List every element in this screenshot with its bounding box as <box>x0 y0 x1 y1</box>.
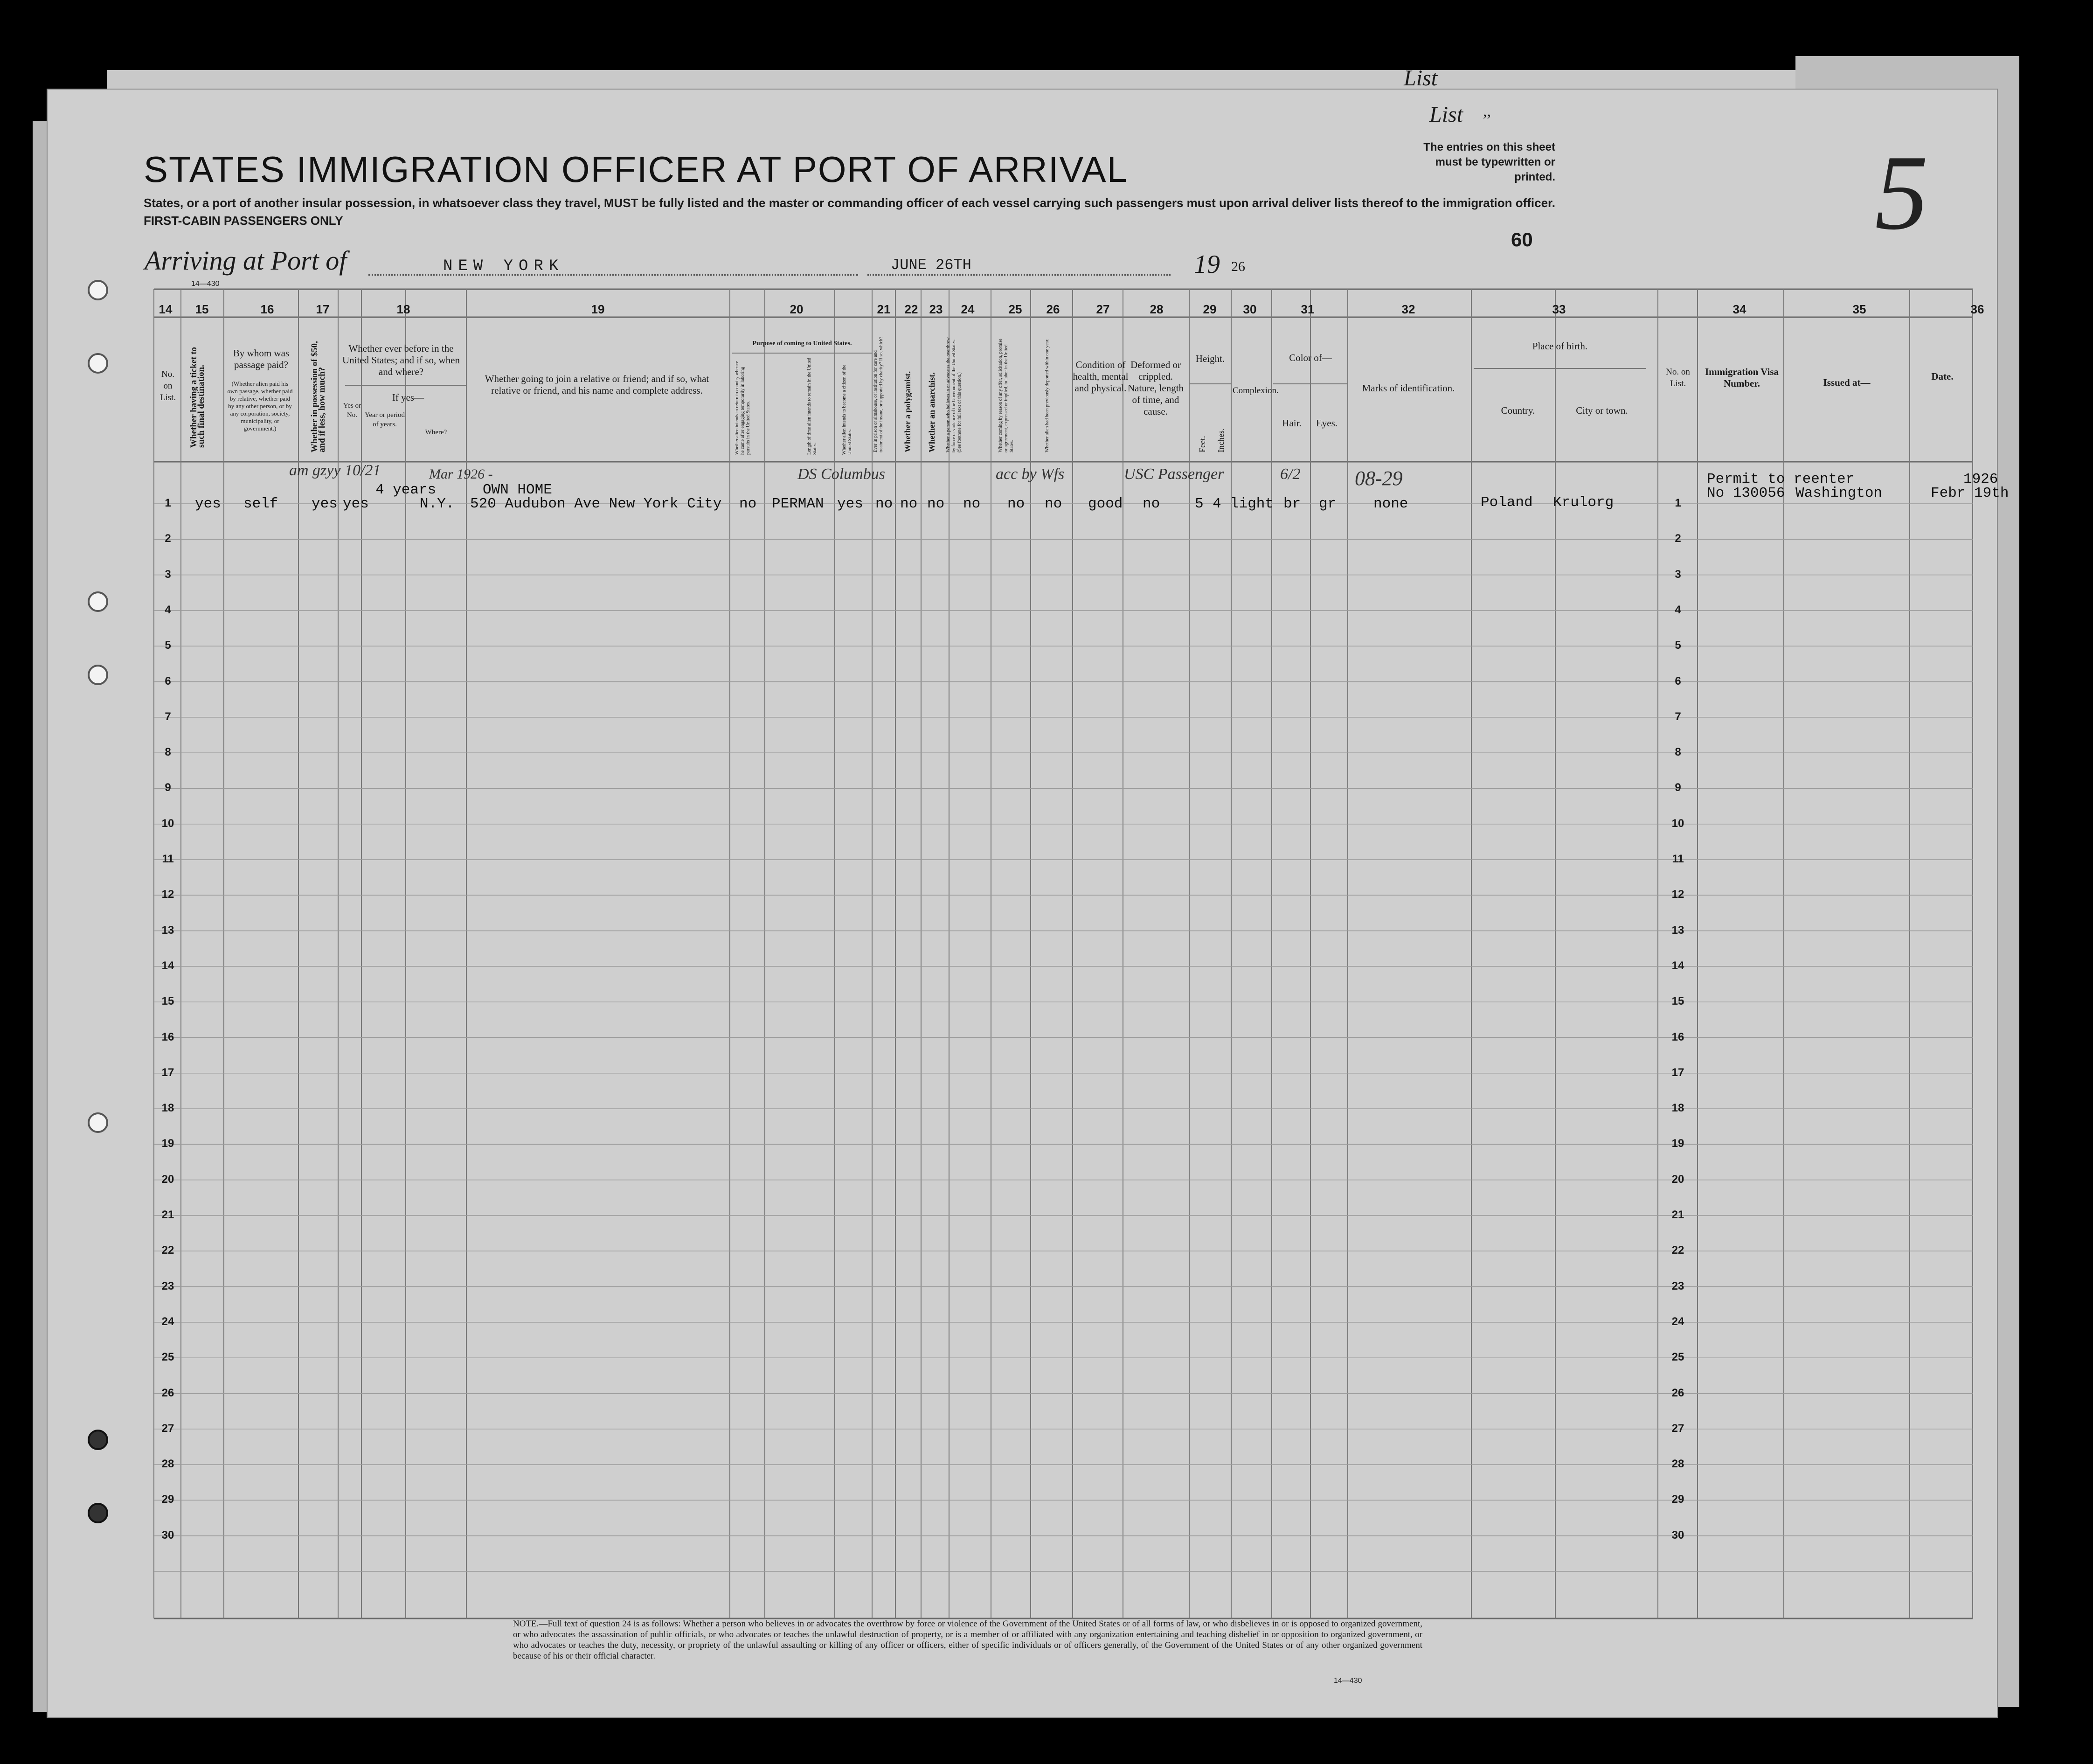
cell-join-line2: 520 Audubon Ave New York City <box>470 496 722 512</box>
cell-polygamist: no <box>900 496 918 512</box>
date-value: JUNE 26TH <box>891 257 971 274</box>
header-no-on-list: No. on List. <box>159 369 176 403</box>
header-period: Year or period of years. <box>365 411 405 428</box>
row-number: 4 <box>1675 603 1681 616</box>
row-number: 14 <box>161 959 174 972</box>
column-number: 20 <box>790 302 804 316</box>
row-number: 18 <box>1671 1102 1684 1115</box>
cell-paid-by: self <box>243 496 278 512</box>
header-place-of-birth: Place of birth. <box>1532 340 1588 352</box>
column-number: 30 <box>1243 302 1257 316</box>
cell-money: yes <box>312 496 338 512</box>
header-purpose: Purpose of coming to United States. <box>752 340 852 347</box>
cell-eyes: gr <box>1319 496 1337 512</box>
header-inches: Inches. <box>1216 428 1226 452</box>
cell-health: good <box>1088 496 1123 512</box>
row-number: 6 <box>165 674 171 688</box>
header-health: Condition of health, mental and physical. <box>1073 359 1129 394</box>
header-visa-number: Immigration Visa Number. <box>1705 366 1779 389</box>
cell-feet: 5 <box>1195 496 1204 512</box>
cell-country: Poland <box>1481 494 1533 511</box>
header-return: Whether alien intends to return to country whence he came after engaging temporarily in laboring pursuits in the United States. <box>735 361 751 455</box>
column-number: 22 <box>904 302 918 316</box>
row-number: 1 <box>165 497 171 509</box>
row-number: 20 <box>161 1173 174 1186</box>
header-prison: Ever in prison or almshouse, or institution for care and treatment of the insane, or supported by charity? If so, which? <box>873 336 884 452</box>
header-height: Height. <box>1195 353 1225 364</box>
column-number: 19 <box>591 302 605 316</box>
cell-marks: none <box>1373 496 1408 512</box>
header-marks: Marks of identification. <box>1362 382 1455 394</box>
row-number: 5 <box>1675 639 1681 652</box>
row-number: 11 <box>1672 853 1684 865</box>
cell-city: Krulorg <box>1553 494 1614 511</box>
row-number: 27 <box>161 1422 174 1435</box>
row-number: 14 <box>1671 959 1684 972</box>
row-number: 29 <box>161 1493 174 1506</box>
cell-length: PERMAN <box>772 496 824 512</box>
cell-where: N.Y. <box>420 496 455 512</box>
column-number: 27 <box>1096 302 1110 316</box>
cell-visa-line1: Permit to reenter <box>1707 471 1855 487</box>
header-complexion: Complexion. <box>1233 386 1279 396</box>
cell-deformed: no <box>1143 496 1160 512</box>
row-number: 7 <box>165 710 171 723</box>
row-number: 25 <box>161 1351 174 1364</box>
handwritten-annotation: am gzyy 10/21 <box>289 462 381 479</box>
column-number: 26 <box>1046 302 1060 316</box>
row-number: 2 <box>165 532 171 545</box>
header-join-relative: Whether going to join a relative or friend; and if so, what relative or friend, and his name and complete address. <box>485 373 709 396</box>
column-number: 36 <box>1970 302 1984 316</box>
header-length-of-time: Length of time alien intends to remain in the United States. <box>807 357 818 455</box>
header-offer: Whether coming by reason of any offer, solicitation, promise or agreement, expressed or implied, to labor in the United States. <box>998 339 1014 452</box>
cell-hair: br <box>1283 496 1301 512</box>
row-number: 22 <box>1671 1244 1684 1257</box>
cell-before-yes: yes <box>343 496 369 512</box>
column-number: 34 <box>1733 302 1746 316</box>
row-number: 20 <box>1671 1173 1684 1186</box>
row-number: 2 <box>1675 532 1681 545</box>
row-number: 30 <box>161 1528 174 1542</box>
row-number: 19 <box>161 1137 174 1150</box>
cell-inches: 4 <box>1213 496 1221 512</box>
column-number: 25 <box>1008 302 1022 316</box>
row-number: 22 <box>161 1244 174 1257</box>
header-citizen: Whether alien intends to become a citizen of the United States. <box>842 364 852 455</box>
header-no-on-list-right: No. on List. <box>1666 367 1690 389</box>
year-prefix: 19 <box>1194 250 1220 279</box>
row-number: 26 <box>161 1386 174 1399</box>
handwritten-annotation: USC Passenger <box>1124 465 1224 483</box>
row-number: 24 <box>1671 1315 1684 1328</box>
cell-issued-at: Washington <box>1795 485 1883 501</box>
handwritten-annotation: 6/2 <box>1280 465 1301 483</box>
row-number: 13 <box>1671 924 1684 937</box>
cell-date-line2: Febr 19th <box>1931 485 2009 501</box>
column-number: 18 <box>396 302 410 316</box>
row-number: 17 <box>1671 1066 1684 1079</box>
column-number: 16 <box>260 302 274 316</box>
header-color-of: Color of— <box>1289 352 1332 363</box>
column-number: 28 <box>1150 302 1164 316</box>
list-count: 60 <box>1511 229 1533 250</box>
header-fifty-dollars: Whether in possession of $50, and if less, how much? <box>310 341 327 452</box>
header-yes-no: Yes or No. <box>343 402 361 419</box>
row-number: 9 <box>1675 781 1681 794</box>
handwritten-annotation: DS Columbus <box>797 465 885 483</box>
cell-date-line1: 1926 <box>1963 471 1998 487</box>
row-number: 6 <box>1675 674 1681 688</box>
page-title: STATES IMMIGRATION OFFICER AT PORT OF ARRIVAL <box>144 149 1129 190</box>
row-number: 10 <box>1671 817 1684 830</box>
handwritten-annotation: Mar 1926 - <box>429 466 493 482</box>
row-number: 18 <box>161 1102 174 1115</box>
row-number: 1 <box>1675 497 1681 509</box>
row-number: 5 <box>165 639 171 652</box>
row-number: 21 <box>1671 1208 1684 1221</box>
form-number-footer: 14—430 <box>1334 1677 1362 1685</box>
header-eyes: Eyes. <box>1316 417 1338 429</box>
row-number: 24 <box>161 1315 174 1328</box>
row-number: 15 <box>161 995 174 1008</box>
cell-overthrow: no <box>963 496 981 512</box>
column-number: 31 <box>1301 302 1315 316</box>
cell-deported: no <box>1045 496 1062 512</box>
cell-prison: no <box>875 496 893 512</box>
header-hair: Hair. <box>1282 417 1302 429</box>
cell-period: 4 years <box>375 482 437 498</box>
row-number: 7 <box>1675 710 1681 723</box>
cell-anarchist: no <box>927 496 945 512</box>
header-country: Country. <box>1501 405 1535 416</box>
column-number: 23 <box>929 302 943 316</box>
row-number: 23 <box>1671 1279 1684 1292</box>
row-number: 23 <box>161 1279 174 1292</box>
cell-ticket: yes <box>195 496 221 512</box>
header-passage-paid-sub: (Whether alien paid his own passage, whether paid by relative, whether paid by any other person, or by any corporation, society, municipality, or government.) <box>227 380 293 432</box>
row-number: 9 <box>165 781 171 794</box>
header-ticket: Whether having a ticket to such final destination. <box>189 347 206 448</box>
cell-complexion: light <box>1230 496 1274 512</box>
footnote: NOTE.—Full text of question 24 is as follows: Whether a person who believes in or advocates the overthrow by force or violence of the Government of the United States or of all forms of law, or who disbelieves in or is opposed to organized government, or who advocates the assassination of public officials, or who advocates or teaches the unlawful destruction of property, or is a member of or affiliated with any organization entertaining and teaching disbelief in or opposition to organized government, or who advocates or teaches the duty, necessity, or propriety of the unlawful assaulting or killing of any officer or officers, either of specific individuals or of officers generally, of the Government of the United States or of any other organized government because of his or their official character. <box>513 1619 1422 1661</box>
row-number: 19 <box>1671 1137 1684 1150</box>
column-number: 35 <box>1852 302 1866 316</box>
column-number: 29 <box>1203 302 1217 316</box>
row-number: 12 <box>1671 888 1684 901</box>
header-ever-before: Whether ever before in the United States; and if so, when and where? <box>342 343 460 377</box>
handwritten-annotation: 08-29 <box>1355 467 1403 490</box>
row-number: 17 <box>161 1066 174 1079</box>
port-value: NEW YORK <box>443 257 564 275</box>
header-passage-paid: By whom was passage paid? <box>233 347 290 370</box>
row-number: 11 <box>162 853 174 865</box>
header-polygamist: Whether a polygamist. <box>903 371 912 452</box>
header-overthrow: Whether a person who believes in or advocates the overthrow by force or violence of the Government of the United States. (See footnote for full text of this question.) <box>946 337 962 452</box>
column-number: 24 <box>961 302 975 316</box>
cell-offer: no <box>1007 496 1025 512</box>
row-number: 4 <box>165 603 171 616</box>
column-number: 17 <box>316 302 330 316</box>
row-number: 8 <box>165 746 171 759</box>
header-anarchist: Whether an anarchist. <box>927 372 936 452</box>
cell-visa-line2: No 130056 <box>1707 485 1785 501</box>
row-number: 30 <box>1671 1528 1684 1542</box>
row-number: 28 <box>161 1458 174 1471</box>
year-suffix: 26 <box>1231 259 1245 274</box>
handwritten-annotation: acc by Wfs <box>996 465 1065 483</box>
instructions-text: States, or a port of another insular possession, in whatsoever class they travel, MUST be fully listed and the master or commanding officer of each vessel carrying such passengers must upon arrival deliver lists thereof to the immigration officer. <box>144 196 1555 210</box>
header-where: Where? <box>425 429 447 436</box>
row-number: 21 <box>161 1208 174 1221</box>
form-number: 14—430 <box>191 280 220 288</box>
cell-join-line1: OWN HOME <box>483 482 552 498</box>
header-issued-at: Issued at— <box>1823 377 1871 388</box>
header-date: Date. <box>1931 371 1954 382</box>
row-number: 16 <box>161 1030 174 1043</box>
column-number: 15 <box>195 302 209 316</box>
row-number: 16 <box>1671 1030 1684 1043</box>
row-number: 3 <box>1675 568 1681 581</box>
header-deported: Whether alien had been previously deported within one year. <box>1045 339 1050 452</box>
row-number: 8 <box>1675 746 1681 759</box>
list-label: List <box>1429 102 1463 127</box>
header-if-yes: If yes— <box>392 392 424 403</box>
cell-citizen: yes <box>837 496 863 512</box>
column-number: 33 <box>1552 302 1566 316</box>
entries-note: The entries on this sheet must be typewritten or printed. <box>1423 141 1555 183</box>
list-label-top: List <box>1404 66 1438 90</box>
row-number: 28 <box>1671 1458 1684 1471</box>
row-number: 13 <box>161 924 174 937</box>
row-number: 10 <box>161 817 174 830</box>
row-number: 26 <box>1671 1386 1684 1399</box>
row-number: 25 <box>1671 1351 1684 1364</box>
row-number: 12 <box>161 888 174 901</box>
column-number: 32 <box>1401 302 1415 316</box>
row-number: 15 <box>1671 995 1684 1008</box>
header-city: City or town. <box>1576 405 1628 416</box>
row-number: 3 <box>165 568 171 581</box>
sheet-number: 5 <box>1875 133 1928 252</box>
row-number: 27 <box>1671 1422 1684 1435</box>
list-value: ,, <box>1483 103 1491 120</box>
column-number: 21 <box>877 302 891 316</box>
cell-return: no <box>739 496 757 512</box>
arriving-label: Arriving at Port of <box>145 245 347 276</box>
header-feet: Feet. <box>1198 436 1207 452</box>
row-number: 29 <box>1671 1493 1684 1506</box>
header-deformed: Deformed or crippled. Nature, length of time, and cause. <box>1127 359 1184 417</box>
column-number: 14 <box>159 302 173 316</box>
class-line: FIRST-CABIN PASSENGERS ONLY <box>144 214 343 228</box>
